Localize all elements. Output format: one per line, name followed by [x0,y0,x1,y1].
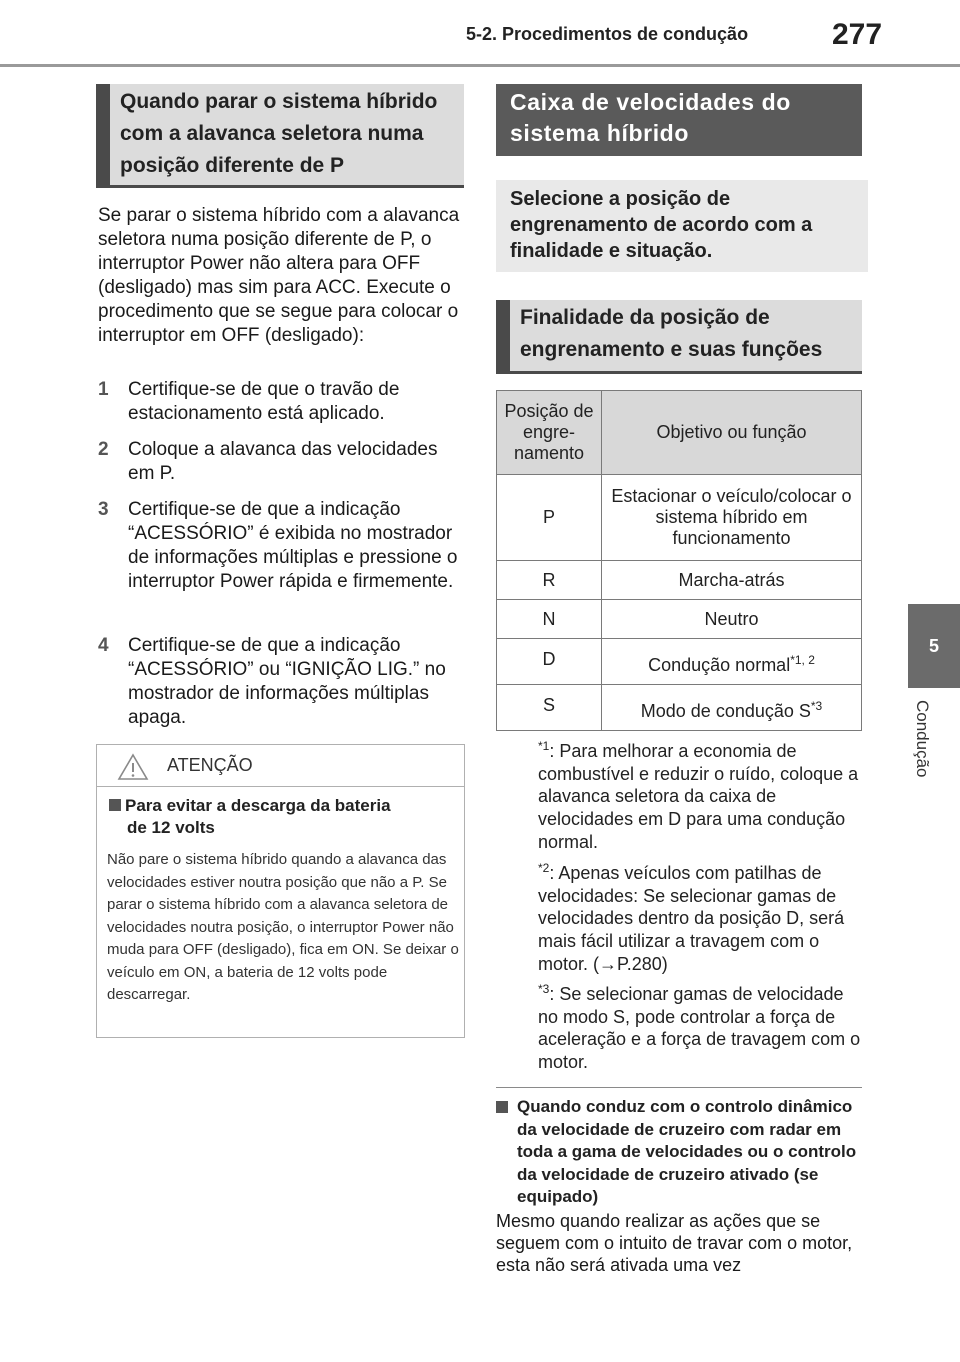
caution-subheading-line2: de 12 volts [127,818,215,837]
step-text: Certifique-se de que a indicação “ACESSÓRIO” ou “IGNIÇÃO LIG.” no mostrador de informações múltiplas apaga. [128,635,446,728]
cell-position: R [497,561,602,600]
cell-position: D [497,639,602,685]
function-text: Modo de condução S [640,701,811,721]
chapter-tab [908,604,960,688]
footnote-3 [498,983,866,1074]
table-row [497,639,862,685]
step-number: 2 [98,439,109,460]
footnote-1 [498,740,866,854]
caution-body: Não pare o sistema híbrido quando a alavanca das velocidades estiver noutra posição que não a P. Se parar o sistema híbrido com a alavanca seletora de velocidades noutra posição, o interruptor Power não muda para OFF (desligado), fica em ON. Se deixar o veículo em ON, a bateria de 12 volts pode descarregar. [107,851,459,1003]
caution-subheading [109,795,459,839]
table-row [497,475,862,561]
closing-paragraph: Mesmo quando realizar as ações que se seguem com o intuito de travar com o motor, esta não será ativada uma vez [496,1211,853,1275]
footnote-ref: *1, 2 [790,653,815,667]
section-divider [496,1087,862,1088]
warning-triangle-icon [117,753,149,781]
heading-position-purpose: Finalidade da posição de engrenamento e suas funções [496,300,862,374]
step-4 [98,634,468,730]
step-text: Certifique-se de que a indicação “ACESSÓRIO” é exibida no mostrador de informações múltiplas e pressione o interruptor Power rápida e firmemente. [128,499,458,592]
step-number: 3 [98,499,109,520]
heading-hybrid-transmission: Caixa de velocidades do sistema híbrido [496,84,862,156]
step-1 [98,378,468,426]
column-header-function: Objetivo ou função [602,391,862,475]
page-number: 277 [832,18,883,51]
cell-function: Neutro [602,600,862,639]
cruise-control-subheading [496,1096,866,1209]
footnote-2 [498,862,866,976]
column-header-position: Posição de engre- namento [497,391,602,475]
cell-position: P [497,475,602,561]
chapter-number: 5 [928,635,939,656]
cell-function: Estacionar o veículo/colocar o sistema híbrido em funcionamento [602,475,862,561]
intro-paragraph: Se parar o sistema híbrido com a alavanca seletora numa posição diferente de P, o interruptor Power não altera para OFF (desligado) mas sim para ACC. Execute o procedimento que se segue para colocar o interruptor em OFF (desligado): [98,205,460,346]
step-number: 4 [98,635,109,656]
footnote-mark: *1 [538,739,550,753]
gear-position-table [496,390,862,731]
footnote-mark: *3 [538,982,550,996]
chapter-label: Condução [913,700,932,778]
footnote-mark: *2 [538,861,550,875]
footnote-text: : Para melhorar a economia de combustível e reduzir o ruído, coloque a alavanca seletora da caixa de velocidades em D para uma condução normal. [538,741,859,852]
function-text: Condução normal [648,655,791,675]
square-bullet-icon [496,1101,508,1113]
step-text: Certifique-se de que o travão de estacionamento está aplicado. [128,379,400,424]
step-3 [98,498,468,594]
cell-position: S [497,685,602,731]
square-bullet-icon [109,799,121,811]
table-row [497,561,862,600]
cell-function [602,639,862,685]
caution-header [97,745,464,787]
step-text: Coloque a alavanca das velocidades em P. [128,439,438,484]
caution-subheading-line1: Para evitar a descarga da bateria [125,796,391,815]
cell-function [602,685,862,731]
footnote-ref: *3 [810,699,823,713]
section-title: 5-2. Procedimentos de condução [466,24,749,44]
caution-box [96,744,465,1038]
table-header-row [497,391,862,475]
footnote-text: : Se selecionar gamas de velocidade no modo S, pode controlar a força de aceleração e a força de travagem com o motor. [538,984,861,1073]
cell-position: N [497,600,602,639]
cell-function: Marcha-atrás [602,561,862,600]
footnote-text: : Apenas veículos com patilhas de velocidades: Se selecionar gamas de velocidades dentro da posição D, será mais fácil utilizar a travagem com o motor. (→P.280) [538,863,845,974]
heading-select-position: Selecione a posição de engrenamento de acordo com a finalidade e situação. [496,180,868,272]
heading-stop-hybrid: Quando parar o sistema híbrido com a alavanca seletora numa posição diferente de P [96,84,464,188]
cruise-control-subheading-text: Quando conduz com o controlo dinâmico da velocidade de cruzeiro com radar em toda a gama de velocidades ou o controlo da velocidade de cruzeiro ativado (se equipado) [517,1097,857,1206]
step-number: 1 [98,379,109,400]
step-2 [98,438,468,486]
caution-title: ATENÇÃO [167,755,253,775]
table-row [497,600,862,639]
header-rule [0,64,960,67]
table-row [497,685,862,731]
